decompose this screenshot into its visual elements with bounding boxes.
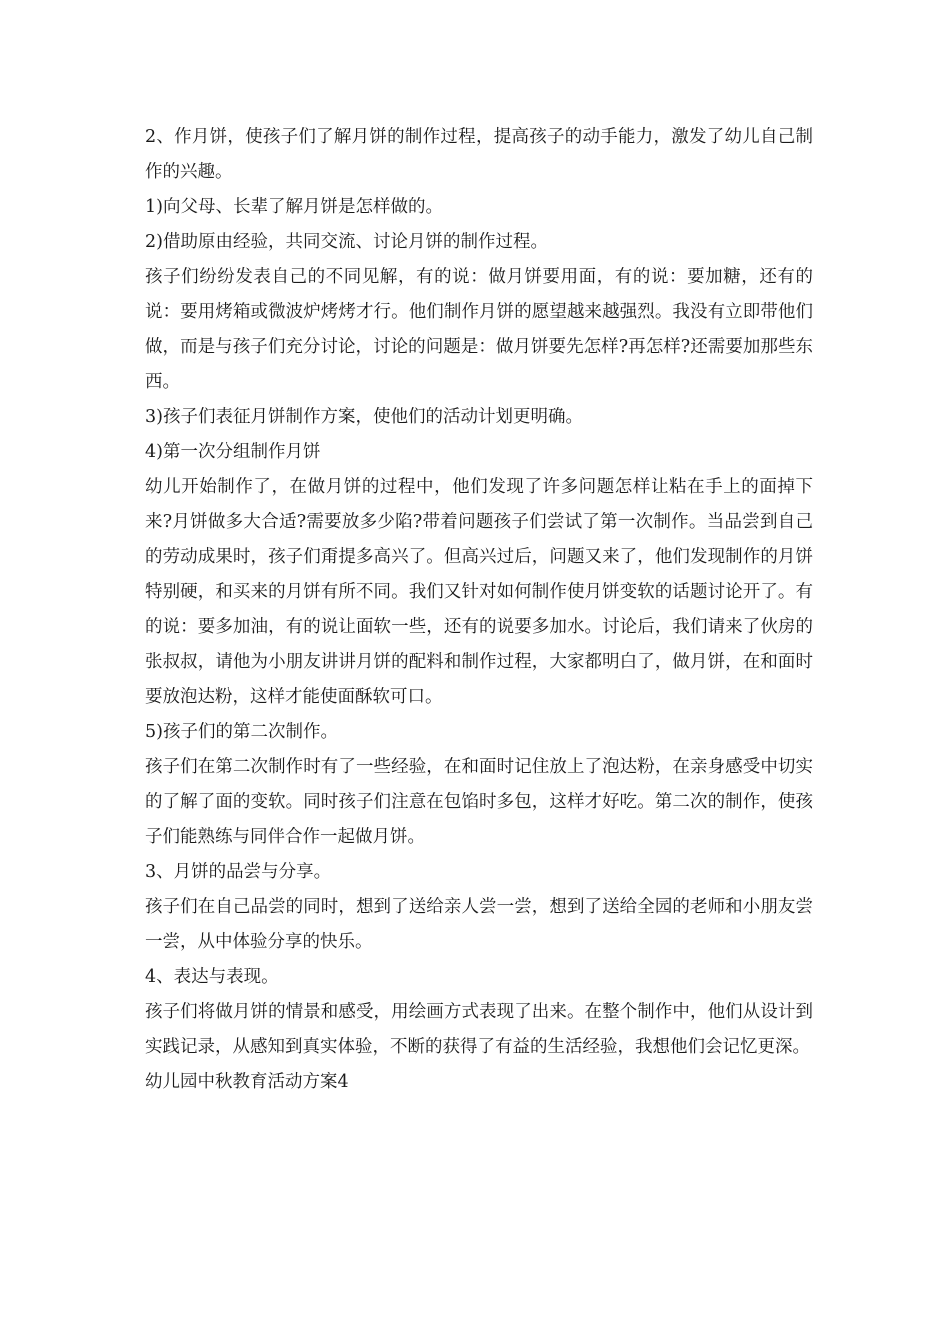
section-heading: 幼儿园中秋教育活动方案4 bbox=[145, 1072, 349, 1092]
paragraph-step-2: 2、作月饼，使孩子们了解月饼的制作过程，提高孩子的动手能力，激发了幼儿自己制作的兴趣。 bbox=[145, 127, 813, 182]
paragraph-step-2-5: 5)孩子们的第二次制作。 bbox=[145, 722, 338, 742]
paragraph-step-2-1: 1)向父母、长辈了解月饼是怎样做的。 bbox=[145, 197, 443, 217]
paragraph-discussion: 孩子们纷纷发表自己的不同见解，有的说：做月饼要用面，有的说：要加糖，还有的说：要用烤箱或微波炉烤烤才行。他们制作月饼的愿望越来越强烈。我没有立即带他们做，而是与孩子们充分讨论，讨论的问题是：做月饼要先怎样?再怎样?还需要加那些东西。 bbox=[145, 267, 813, 392]
paragraph-step-4: 4、表达与表现。 bbox=[145, 967, 279, 987]
document-page bbox=[145, 120, 813, 1100]
paragraph-step-2-3: 3)孩子们表征月饼制作方案，使他们的活动计划更明确。 bbox=[145, 407, 583, 427]
paragraph-second-attempt: 孩子们在第二次制作时有了一些经验，在和面时记住放上了泡达粉，在亲身感受中切实的了解了面的变软。同时孩子们注意在包馅时多包，这样才好吃。第二次的制作，使孩子们能熟练与同伴合作一起做月饼。 bbox=[145, 757, 813, 847]
paragraph-step-2-4: 4)第一次分组制作月饼 bbox=[145, 442, 321, 462]
paragraph-step-3: 3、月饼的品尝与分享。 bbox=[145, 862, 332, 882]
paragraph-sharing: 孩子们在自己品尝的同时，想到了送给亲人尝一尝，想到了送给全园的老师和小朋友尝一尝，从中体验分享的快乐。 bbox=[145, 897, 813, 952]
paragraph-step-2-2: 2)借助原由经验，共同交流、讨论月饼的制作过程。 bbox=[145, 232, 548, 252]
paragraph-first-attempt: 幼儿开始制作了，在做月饼的过程中，他们发现了许多问题怎样让粘在手上的面掉下来?月饼做多大合适?需要放多少陷?带着问题孩子们尝试了第一次制作。当品尝到自己的劳动成果时，孩子们甭提多高兴了。但高兴过后，问题又来了，他们发现制作的月饼特别硬，和买来的月饼有所不同。我们又针对如何制作使月饼变软的话题讨论开了。有的说：要多加油，有的说让面软一些，还有的说要多加水。讨论后，我们请来了伙房的张叔叔，请他为小朋友讲讲月饼的配料和制作过程，大家都明白了，做月饼，在和面时要放泡达粉，这样才能使面酥软可口。 bbox=[145, 477, 813, 707]
paragraph-expression: 孩子们将做月饼的情景和感受，用绘画方式表现了出来。在整个制作中，他们从设计到实践记录，从感知到真实体验，不断的获得了有益的生活经验，我想他们会记忆更深。 bbox=[145, 1002, 813, 1057]
